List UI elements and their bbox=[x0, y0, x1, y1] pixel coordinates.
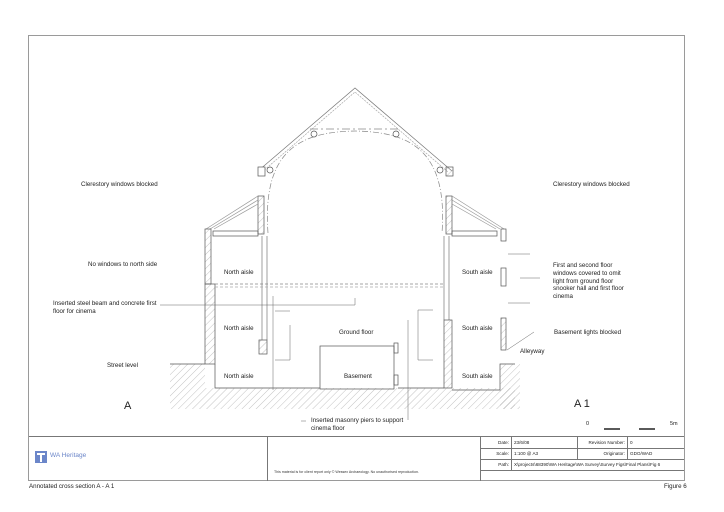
room-north-aisle-upper: North aisle bbox=[224, 269, 254, 276]
annotation-windows-covered: First and second floor windows covered to omit light from ground floor snooker hall and first floor cinema bbox=[553, 262, 624, 300]
annotation-masonry-piers: Inserted masonry piers to support cinema floor bbox=[311, 417, 404, 432]
annotation-no-windows-north: No windows to north side bbox=[88, 261, 158, 268]
annotation-steel-beam: Inserted steel beam and concrete first floor for cinema bbox=[53, 300, 157, 315]
annotation-clerestory-left: Clerestory windows blocked bbox=[81, 181, 158, 188]
date-value: 23/6/08 bbox=[512, 437, 578, 448]
wa-heritage-logo-icon bbox=[35, 451, 47, 463]
row-path bbox=[481, 459, 684, 471]
scale-label: Scale: bbox=[481, 448, 512, 459]
annotation-basement-lights: Basement lights blocked bbox=[554, 329, 622, 336]
title-block bbox=[29, 436, 684, 481]
room-basement: Basement bbox=[344, 373, 372, 380]
revision-value: 0 bbox=[630, 440, 633, 445]
figure-caption: Annotated cross section A - A 1 bbox=[29, 483, 115, 490]
path-value: X\projects\68390\WA Heritage\WA Survey\Survey Figs\Final Plans\Fig 6 bbox=[514, 462, 661, 467]
room-south-aisle-lower: South aisle bbox=[462, 373, 493, 380]
disclaimer-text: This material is for client report only © Wessex Archaeology. No unauthorised reproduction. bbox=[274, 470, 419, 474]
title-block-grid bbox=[481, 437, 684, 481]
revision-label: Revision Number: bbox=[578, 437, 628, 448]
logo-text: WA Heritage bbox=[50, 452, 87, 459]
room-north-aisle-middle: North aisle bbox=[224, 325, 254, 332]
section-marker-a1: A 1 bbox=[574, 398, 590, 410]
originator-label: Originator: bbox=[578, 448, 628, 459]
originator-value: GDO/WAD bbox=[630, 451, 653, 456]
annotation-street-level: Street level bbox=[107, 362, 138, 369]
room-north-aisle-lower: North aisle bbox=[224, 373, 254, 380]
scale-bar-end: 5m bbox=[670, 421, 678, 427]
section-marker-a: A bbox=[124, 400, 132, 412]
scale-bar-start: 0 bbox=[586, 421, 590, 427]
annotation-clerestory-right: Clerestory windows blocked bbox=[553, 181, 630, 188]
room-south-aisle-upper: South aisle bbox=[462, 269, 493, 276]
figure-number: Figure 6 bbox=[664, 483, 687, 490]
date-label: Date: bbox=[481, 437, 512, 448]
roof-outline bbox=[258, 88, 453, 233]
path-label: Path: bbox=[481, 459, 512, 470]
title-block-note-cell bbox=[268, 437, 481, 481]
scale-value: 1:100 @ A3 bbox=[512, 448, 578, 459]
room-ground-floor: Ground floor bbox=[339, 329, 374, 336]
room-south-aisle-middle: South aisle bbox=[462, 325, 493, 332]
title-block-logo-cell bbox=[29, 437, 268, 481]
annotation-alleyway: Alleyway bbox=[520, 348, 545, 355]
